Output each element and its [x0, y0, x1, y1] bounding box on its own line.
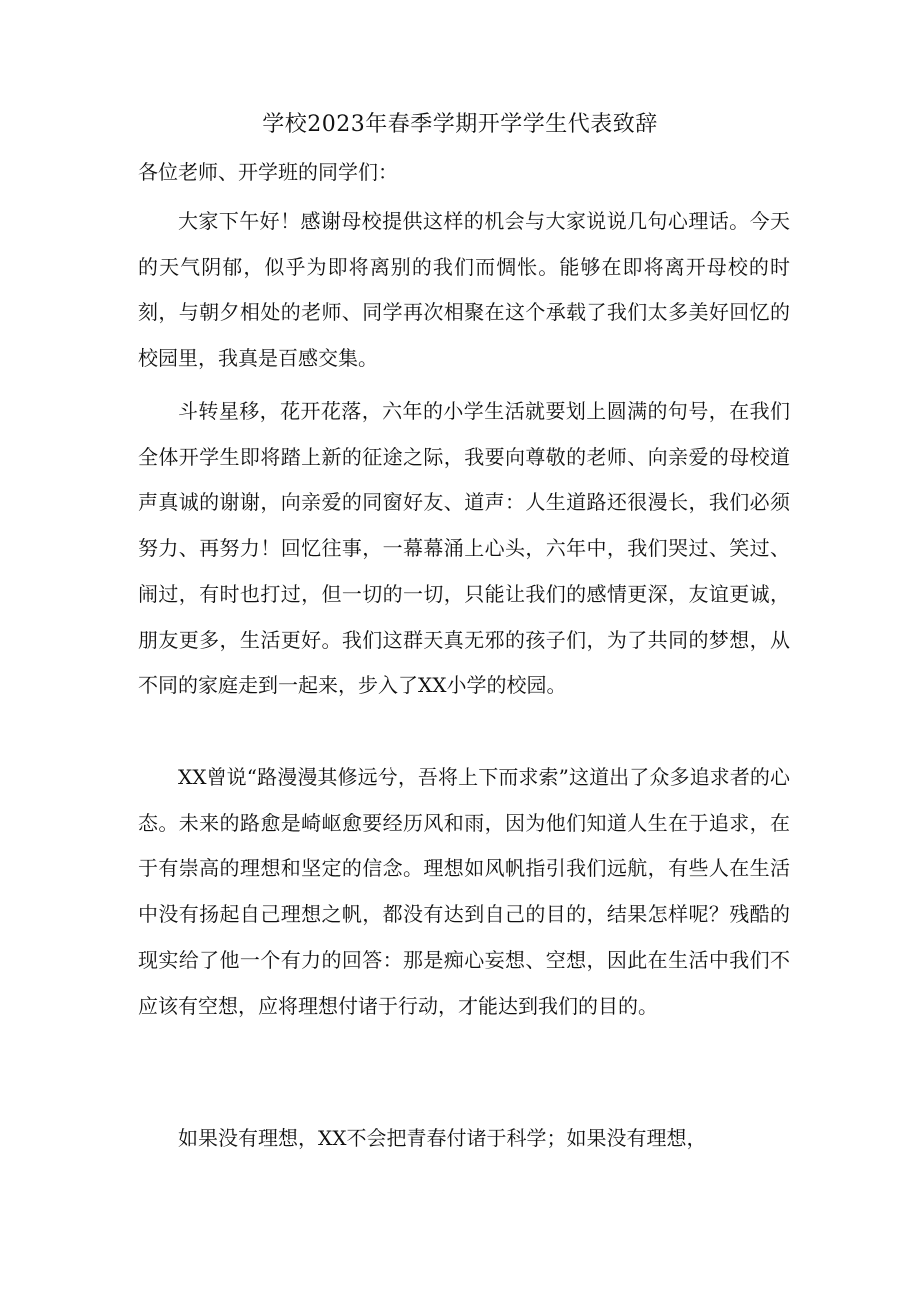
paragraph: 如果没有理想，XX不会把青春付诸于科学；如果没有理想， — [178, 1126, 707, 1150]
paragraph: 斗转星移，花开花落，六年的小学生活就要划上圆满的句号，在我们全体开学生即将踏上新的征途之际，我要向尊敬的老师、向亲爱的母校道声真诚的谢谢，向亲爱的同窗好友、道声：人生道路还很漫长，我们必须努力、再努力！回忆往事，一幕幕涌上心头，六年中，我们哭过、笑过、闹过，有时也打过，但一切的一切，只能让我们的感情更深，友谊更诚，朋友更多，生活更好。我们这群天真无邪的孩子们，为了共同的梦想，从不同的家庭走到一起来，步入了XX小学的校园。 — [138, 399, 790, 698]
document-title: 学校2023年春季学期开学学生代表致辞 — [262, 112, 658, 137]
greeting-line: 各位老师、开学班的同学们： — [138, 160, 398, 184]
paragraph: XX曾说“路漫漫其修远兮，吾将上下而求索”这道出了众多追求者的心态。未来的路愈是崎岖愈要经历风和雨，因为他们知道人生在于追求，在于有崇高的理想和坚定的信念。理想如风帆指引我们远航，有些人在生活中没有扬起自己理想之帆，都没有达到自己的目的，结果怎样呢？残酷的现实给了他一个有力的回答：那是痴心妄想、空想，因此在生活中我们不应该有空想，应将理想付诸于行动，才能达到我们的目的。 — [138, 765, 790, 1018]
paragraph: 大家下午好！感谢母校提供这样的机会与大家说说几句心理话。今天的天气阴郁，似乎为即将离别的我们而惆怅。能够在即将离开母校的时刻，与朝夕相处的老师、同学再次相聚在这个承载了我们太多美好回忆的校园里，我真是百感交集。 — [138, 209, 790, 371]
